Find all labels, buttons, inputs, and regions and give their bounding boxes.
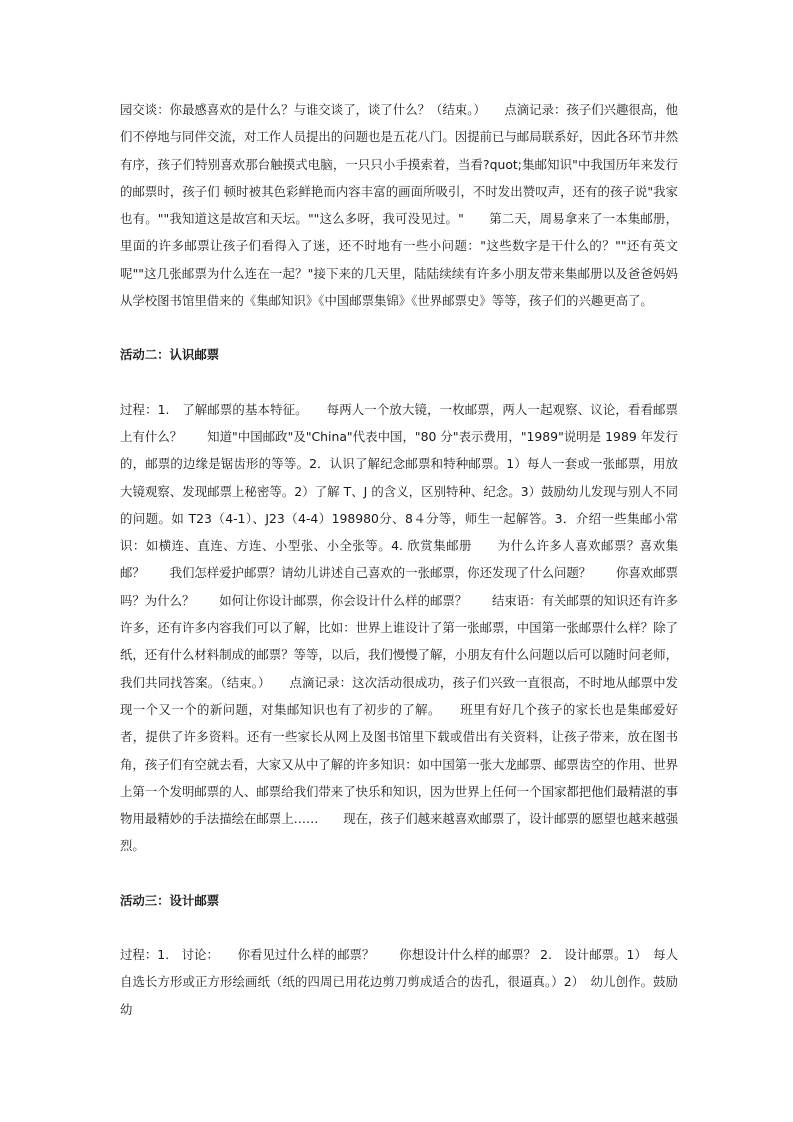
paragraph-activity-three-process: 过程：1. 讨论： 你看见过什么样的邮票？ 你想设计什么样的邮票？ 2. 设计邮票。1） 每人自选长方形或正方形绘画纸（纸的四周已用花边剪刀剪成适合的齿孔，很逼真。）2） 幼儿创作。鼓励幼 <box>120 947 678 1017</box>
heading-activity-two: 活动二：认识邮票 <box>120 347 220 363</box>
document-page <box>120 96 678 1023</box>
heading-activity-three: 活动三：设计邮票 <box>120 892 220 908</box>
paragraph-activity-two-process: 过程：1. 了解邮票的基本特征。 每两人一个放大镜，一枚邮票，两人一起观察、议论，看看邮票上有什么？ 知道"中国邮政"及"China"代表中国，"80 分"表示费用，"1989"说明是 1989 年发行的，邮票的边缘是锯齿形的等等。2．认识了解纪念邮票和特种邮票。1）每人一套或一张邮票，用放大镜观察、发现邮票上秘密等。2）了解 T、J 的含义，区别特种、纪念。3）鼓励幼儿发现与别人不同的问题。如 T23（4-1）、J23（4-4）198980分、8４分等，师生一起解答。3．介绍一些集邮小常识：如横连、直连、方连、小型张、小全张等。4. 欣赏集邮册 为什么许多人喜欢邮票？喜欢集邮？ 我们怎样爱护邮票？请幼儿讲述自己喜欢的一张邮票，你还发现了什么问题？ 你喜欢邮票吗？为什么？ 如何让你设计邮票，你会设计什么样的邮票？ 结束语：有关邮票的知识还有许多许多，还有许多内容我们可以了解，比如：世界上谁设计了第一张邮票，中国第一张邮票什么样？除了纸，还有什么材料制成的邮票？等等，以后，我们慢慢了解，小朋友有什么问题以后可以随时问老师，我们共同找答案。（结束。） 点滴记录：这次活动很成功，孩子们兴致一直很高，不时地从邮票中发现一个又一个的新问题，对集邮知识也有了初步的了解。 班里有好几个孩子的家长也是集邮爱好者，提供了许多资料。还有一些家长从网上及图书馆里下载或借出有关资料，让孩子带来，放在图书角，孩子们有空就去看，大家又从中了解的许多知识：如中国第一张大龙邮票、邮票齿空的作用、世界上第一个发明邮票的人、邮票给我们带来了快乐和知识，因为世界上任何一个国家都把他们最精湛的事物用最精妙的手法描绘在邮票上…… 现在，孩子们越来越喜欢邮票了，设计邮票的愿望也越来越强烈。 <box>120 401 678 854</box>
paragraph-activity-one-summary: 园交谈：你最感喜欢的是什么？与谁交谈了，谈了什么？（结束。） 点滴记录：孩子们兴趣很高，他们不停地与同伴交流，对工作人员提出的问题也是五花八门。因提前已与邮局联系好，因此各环节井然有序，孩子们特别喜欢那台触摸式电脑，一只只小手摸索着，当看?quot;集邮知识"中我国历年来发行的邮票时，孩子们 顿时被其色彩鲜艳而内容丰富的画面所吸引，不时发出赞叹声，还有的孩子说"我家也有。""我知道这是故宫和天坛。""这么多呀，我可没见过。" 第二天，周易拿来了一本集邮册，里面的许多邮票让孩子们看得入了迷，还不时地有一些小问题："这些数字是干什么的？""还有英文呢""这几张邮票为什么连在一起？"接下来的几天里，陆陆续续有许多小朋友带来集邮册以及爸爸妈妈从学校图书馆里借来的《集邮知识》《中国邮票集锦》《世界邮票史》等等，孩子们的兴趣更高了。 <box>120 102 678 309</box>
